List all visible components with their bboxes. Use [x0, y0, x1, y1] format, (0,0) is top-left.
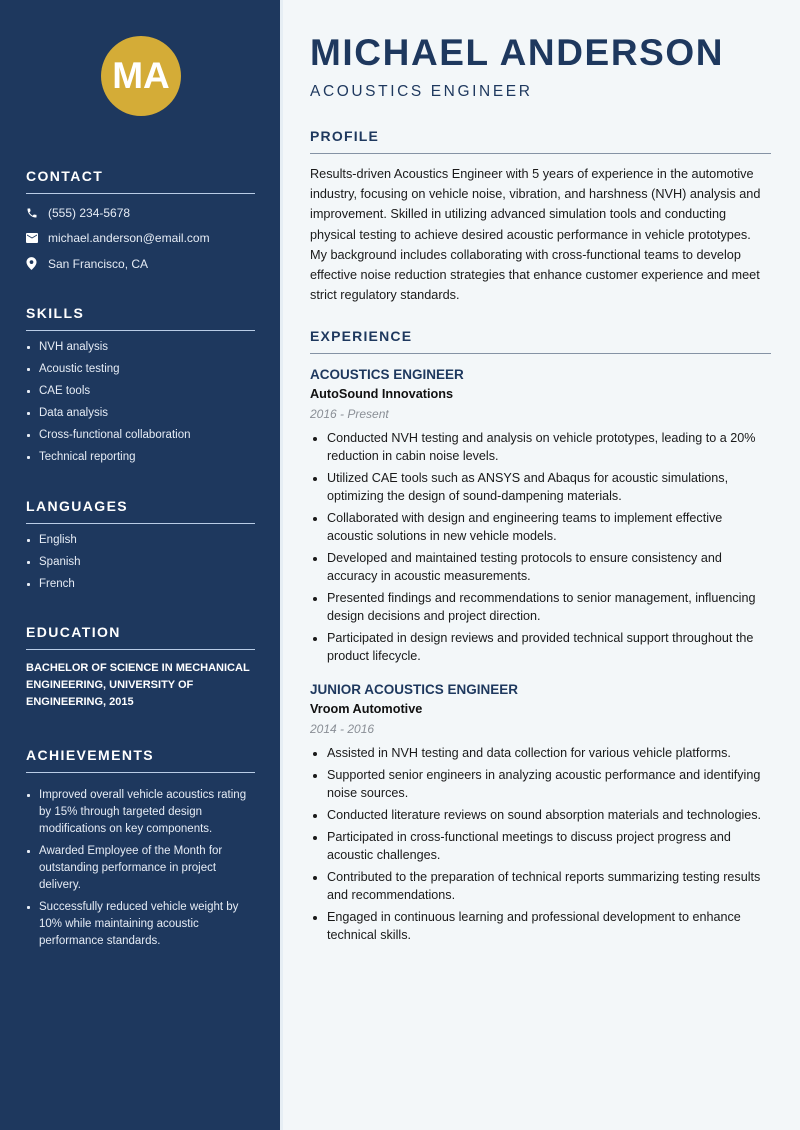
email-text[interactable]: michael.anderson@email.com — [48, 231, 210, 246]
contact-list — [26, 200, 255, 277]
email-icon — [26, 233, 48, 243]
avatar-initials: MA — [112, 55, 170, 96]
skill-item: Acoustic testing — [26, 361, 255, 378]
achievements-section — [26, 747, 255, 955]
sidebar-divider — [280, 0, 283, 1130]
job-bullet: Supported senior engineers in analyzing acoustic performance and identifying noise sources. — [310, 766, 771, 802]
language-item: English — [26, 532, 255, 549]
skill-item: Technical reporting — [26, 449, 255, 466]
contact-location — [26, 251, 255, 277]
location-text: San Francisco, CA — [48, 256, 149, 271]
languages-heading: LANGUAGES — [26, 498, 255, 524]
avatar — [101, 36, 181, 116]
job-bullet: Assisted in NVH testing and data collection for various vehicle platforms. — [310, 744, 771, 762]
job-bullet: Conducted NVH testing and analysis on vehicle prototypes, leading to a 20% reduction in cabin noise levels. — [310, 429, 771, 465]
job-bullet: Conducted literature reviews on sound absorption materials and technologies. — [310, 806, 771, 824]
skill-item: Data analysis — [26, 405, 255, 422]
job-bullet: Engaged in continuous learning and professional development to enhance technical skills. — [310, 908, 771, 944]
job-bullet: Collaborated with design and engineering teams to implement effective acoustic solutions in new vehicle models. — [310, 509, 771, 545]
language-item: Spanish — [26, 554, 255, 571]
skills-list — [26, 339, 255, 466]
phone-text[interactable]: (555) 234-5678 — [48, 205, 131, 220]
job-bullet: Presented findings and recommendations to senior management, influencing design decisions and project direction. — [310, 589, 771, 625]
achievement-item: Awarded Employee of the Month for outstanding performance in project delivery. — [26, 843, 255, 894]
job-bullet: Utilized CAE tools such as ANSYS and Abaqus for acoustic simulations, optimizing the design of sound-dampening materials. — [310, 469, 771, 505]
achievement-item: Improved overall vehicle acoustics rating by 15% through targeted design modifications on key components. — [26, 787, 255, 838]
job-dates: 2014 - 2016 — [310, 722, 375, 736]
achievements-heading: ACHIEVEMENTS — [26, 747, 255, 773]
skills-heading: SKILLS — [26, 305, 255, 331]
contact-heading: CONTACT — [26, 168, 255, 194]
candidate-role: ACOUSTICS ENGINEER — [310, 83, 533, 100]
experience-heading: EXPERIENCE — [310, 328, 771, 354]
job-bullets — [310, 429, 771, 665]
languages-section — [26, 498, 255, 598]
experience-section — [310, 328, 771, 948]
achievement-item: Successfully reduced vehicle weight by 10% while maintaining acoustic performance standards. — [26, 899, 255, 950]
achievements-list — [26, 787, 255, 950]
skill-item: CAE tools — [26, 383, 255, 400]
language-item: French — [26, 576, 255, 593]
company-name: AutoSound Innovations — [310, 387, 454, 401]
job-bullet: Participated in design reviews and provided technical support throughout the product lifecycle. — [310, 629, 771, 665]
education-heading: EDUCATION — [26, 624, 255, 650]
skill-item: NVH analysis — [26, 339, 255, 356]
contact-section — [26, 168, 255, 277]
contact-phone — [26, 200, 255, 226]
skills-section — [26, 305, 255, 471]
job-bullets — [310, 744, 771, 944]
profile-heading: PROFILE — [310, 128, 771, 154]
job-entry — [310, 367, 771, 665]
contact-email — [26, 226, 255, 252]
job-dates: 2016 - Present — [310, 407, 389, 421]
job-title: JUNIOR ACOUSTICS ENGINEER — [310, 682, 519, 697]
candidate-name: MICHAEL ANDERSON — [310, 32, 725, 73]
job-bullet: Developed and maintained testing protocols to ensure consistency and accuracy in acoustic measurements. — [310, 549, 771, 585]
phone-icon — [26, 207, 48, 219]
job-entry — [310, 682, 771, 944]
job-bullet: Contributed to the preparation of technical reports summarizing testing results and recommendations. — [310, 868, 771, 904]
languages-list — [26, 532, 255, 593]
profile-section — [310, 128, 771, 305]
education-degree: BACHELOR OF SCIENCE IN MECHANICAL ENGINEERING, UNIVERSITY OF ENGINEERING, 2015 — [26, 662, 250, 708]
skill-item: Cross-functional collaboration — [26, 427, 255, 444]
sidebar — [0, 0, 280, 1130]
job-title: ACOUSTICS ENGINEER — [310, 367, 464, 382]
job-bullet: Participated in cross-functional meetings to discuss project progress and acoustic challenges. — [310, 828, 771, 864]
location-pin-icon — [26, 257, 48, 270]
company-name: Vroom Automotive — [310, 702, 423, 716]
education-section — [26, 624, 255, 711]
profile-summary: Results-driven Acoustics Engineer with 5 years of experience in the automotive industry, focusing on vehicle noise, vibration, and harshness (NVH) analysis and improvement. Skilled in utilizing advanced simulation tools and conducting physical testing to achieve desired acoustic performance in vehicle prototypes. My background includes collaborating with cross-functional teams to develop effective noise reduction strategies that enhance customer experience and meet strict regulatory standards. — [310, 167, 761, 303]
